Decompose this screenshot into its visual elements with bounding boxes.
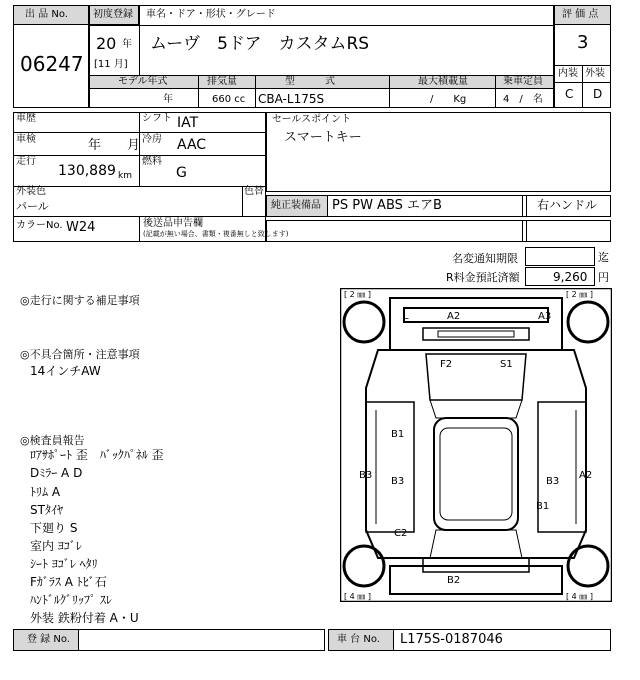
mark-f2: F2 xyxy=(440,359,453,370)
details-row-2 xyxy=(13,155,266,156)
front-bumper xyxy=(390,298,562,350)
displacement-value: 660 cc xyxy=(212,94,246,105)
inspection-label: 車検 xyxy=(16,134,36,145)
spec-col-3 xyxy=(389,75,390,108)
first-reg-label: 初度登録 xyxy=(93,9,133,20)
grade-split xyxy=(582,65,583,108)
tire-depth-rear-left: [ 4 ㎜ ] xyxy=(344,592,371,601)
tire-rear-left xyxy=(344,546,384,586)
name-change-label: 名変通知期限 xyxy=(452,252,518,265)
mark-a2-front: A2 xyxy=(447,311,461,322)
exterior-color-label: 外装色 xyxy=(16,186,46,197)
inspector-line: Fｶﾞﾗｽ A ﾄﾋﾞ石 xyxy=(30,575,107,589)
sales-point-label: セールスポイント xyxy=(272,114,352,125)
spec-col-2 xyxy=(255,75,256,108)
grade-label: 評 価 点 xyxy=(562,9,599,20)
chassis-value: L175S-0187046 xyxy=(400,632,503,647)
lot-number: 06247 xyxy=(20,52,84,76)
defect-item: 14インチAW xyxy=(30,364,101,378)
rear-hatch xyxy=(430,530,522,558)
color-no-label: カラーNo. xyxy=(16,220,63,231)
fuel-value: G xyxy=(176,165,187,181)
inspector-line: STﾀｲﾔ xyxy=(30,503,63,517)
tire-front-right xyxy=(568,302,608,342)
post-install-col xyxy=(139,216,140,242)
blank-split-2 xyxy=(526,220,527,242)
genuine-split-2 xyxy=(526,195,527,217)
color-change-label: 色替 xyxy=(244,186,264,197)
exterior-grade: D xyxy=(593,87,603,101)
mark-c2: C2 xyxy=(394,528,408,539)
body-outline xyxy=(366,350,586,558)
inspector-line: ﾄﾘﾑ A xyxy=(30,485,61,499)
mark-a2-right: A2 xyxy=(579,470,593,481)
interior-label: 内装 xyxy=(558,68,578,79)
tire-front-left xyxy=(344,302,384,342)
spec-col-4 xyxy=(495,75,496,108)
car-name-label: 車名・ドア・形状・グレード xyxy=(146,9,276,20)
supplement-title: ◎走行に関する補足事項 xyxy=(20,294,140,307)
type-label: 型 式 xyxy=(285,76,335,87)
exterior-color-value: パール xyxy=(16,200,49,213)
ac-label: 冷房 xyxy=(142,134,162,145)
color-no-value: W24 xyxy=(66,220,96,235)
grade-sub-divider xyxy=(554,82,611,83)
fuel-label: 燃料 xyxy=(142,156,162,167)
inspector-line: ﾊﾝﾄﾞﾙｸﾞﾘｯﾌﾟ ｽﾚ xyxy=(30,593,112,607)
name-change-box xyxy=(525,247,595,266)
windshield xyxy=(430,400,522,418)
car-damage-diagram xyxy=(340,288,612,602)
lot-label: 出 品 No. xyxy=(25,9,68,20)
displacement-label: 排気量 xyxy=(207,76,237,87)
steering-value: 右ハンドル xyxy=(537,198,598,212)
mileage-label: 走行 xyxy=(16,156,36,167)
recycle-unit: 円 xyxy=(598,271,609,284)
mileage-unit: km xyxy=(118,171,132,181)
mark-l: L xyxy=(403,311,409,322)
inspector-line: 室内 ﾖｺﾞﾚ xyxy=(30,539,82,553)
inspector-line: ﾛｱｻﾎﾟｰﾄ 歪 ﾊﾞｯｸﾊﾟﾈﾙ 歪 xyxy=(30,448,164,462)
details-row-1 xyxy=(13,132,266,133)
left-side xyxy=(366,402,414,532)
history-label: 車歴 xyxy=(16,113,36,124)
year-divider xyxy=(139,5,140,75)
front-grille xyxy=(423,328,529,340)
tire-depth-front-right: [ 2 ㎜ ] xyxy=(566,290,593,299)
inspection-value: 年 月 xyxy=(88,138,141,153)
right-side xyxy=(538,402,586,532)
exterior-label: 外装 xyxy=(585,68,605,79)
inspector-line: 外装 鉄粉付着 A・U xyxy=(30,611,139,625)
tire-rear-right xyxy=(568,546,608,586)
model-year-label: モデル年式 xyxy=(118,76,168,87)
sales-point-value: スマートキー xyxy=(284,130,362,145)
mark-b3-left2: B3 xyxy=(391,476,405,487)
interior-grade: C xyxy=(565,87,574,101)
first-reg-month: [11 月] xyxy=(94,59,128,70)
rear-bumper xyxy=(390,566,562,594)
genuine-split-1 xyxy=(522,195,523,217)
color-change-col xyxy=(242,186,243,216)
mark-a3: A3 xyxy=(538,311,552,322)
recycle-value: 9,260 xyxy=(553,270,588,284)
spec-col-1 xyxy=(198,75,199,108)
model-year-unit: 年 xyxy=(163,94,173,105)
reg-label: 登 録 No. xyxy=(27,634,70,645)
post-install-note: (記載が無い場合、書類・複番無しと致します) xyxy=(143,230,289,238)
mark-b1-left: B1 xyxy=(391,429,405,440)
genuine-label: 純正装備品 xyxy=(271,200,321,211)
capacity-label: 乗車定員 xyxy=(503,76,543,87)
inspector-line: ｼｰﾄ ﾖｺﾞﾚ ﾍﾀﾘ xyxy=(30,557,98,571)
load-label: 最大積載量 xyxy=(418,76,468,87)
inspector-title: ◎検査員報告 xyxy=(20,434,85,447)
mark-s1: S1 xyxy=(500,359,513,370)
mileage-value: 130,889 xyxy=(58,163,116,179)
tire-depth-front-left: [ 2 ㎜ ] xyxy=(344,290,371,299)
name-change-unit: 迄 xyxy=(598,251,609,264)
header-divider xyxy=(89,25,554,26)
load-value: / Kg xyxy=(430,94,467,105)
mark-b3-left: B3 xyxy=(359,470,373,481)
post-install-label: 後送品申告欄 xyxy=(143,218,203,229)
capacity-value: 4 / 名 xyxy=(503,94,543,105)
chassis-label: 車 台 No. xyxy=(337,634,380,645)
inspector-line: Dﾐﾗｰ A D xyxy=(30,466,83,480)
type-value: CBA-L175S xyxy=(258,92,325,106)
roof xyxy=(434,418,518,530)
car-name: ムーヴ 5ドア カスタムRS xyxy=(150,34,370,54)
details-row-3 xyxy=(13,186,266,187)
genuine-value: PS PW ABS エアB xyxy=(332,198,442,213)
tire-depth-rear-right: [ 4 ㎜ ] xyxy=(566,592,593,601)
shift-value: IAT xyxy=(177,115,199,131)
mark-b2: B2 xyxy=(447,575,461,586)
defects-title: ◎不具合箇所・注意事項 xyxy=(20,348,140,361)
grade-value: 3 xyxy=(577,32,589,53)
mark-b1-right: B1 xyxy=(536,501,550,512)
blank-row xyxy=(266,220,611,242)
first-reg-year: 20 xyxy=(96,34,117,53)
recycle-label: R料金預託済額 xyxy=(446,271,520,284)
blank-split-1 xyxy=(522,220,523,242)
shift-label: シフト xyxy=(142,113,172,124)
mark-b3-right: B3 xyxy=(546,476,560,487)
inspector-line: 下廻り S xyxy=(30,521,78,535)
year-unit: 年 xyxy=(122,39,132,50)
ac-value: AAC xyxy=(177,137,207,153)
